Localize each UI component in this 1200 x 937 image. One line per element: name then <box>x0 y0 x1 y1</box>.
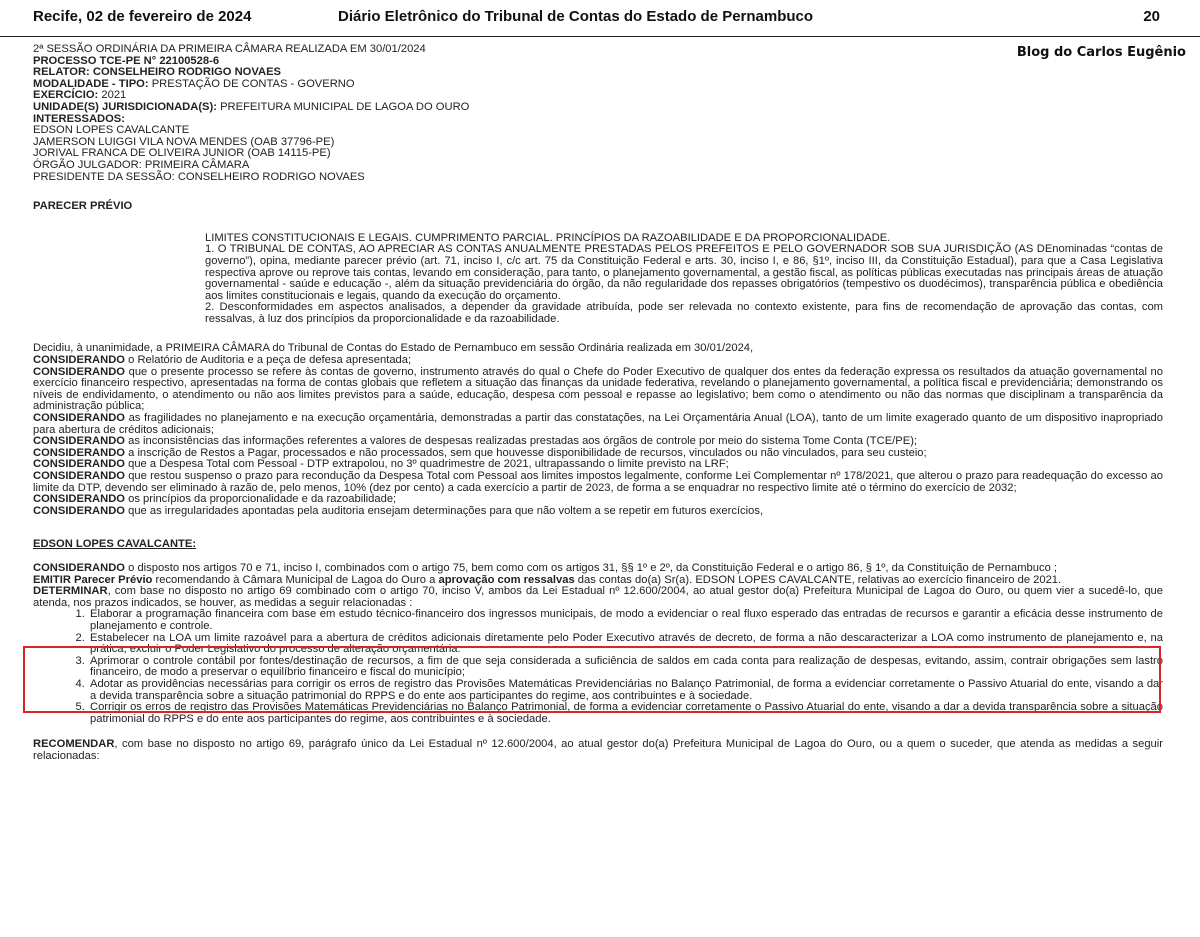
meta-line: INTERESSADOS: <box>33 112 125 125</box>
header-page-number: 20 <box>1143 8 1160 25</box>
interessado-line: PRESIDENTE DA SESSÃO: CONSELHEIRO RODRIGO NOVAES <box>33 170 365 183</box>
considerando-item: CONSIDERANDO que restou suspenso o prazo para recondução da Despesa Total com Pessoal aos limites impostos legalmente, conforme Lei Complementar nº 178/2021, que alterou o prazo para readequação do excesso ao limite da DTP, devendo ser eliminado à razão de, pelo menos, 10% (dez por cento) a cada exercício a partir de 2023, de forma a se enquadrar no respectivo limite até o término do exercício de 2032; <box>33 470 1163 494</box>
considerando-item: CONSIDERANDO que o presente processo se refere às contas de governo, instrumento através do qual o Chefe do Poder Executivo de qualquer dos entes da federação expressa os resultados da atuação governamental no exercício financeiro respectivo, apresentadas na forma de contas globais que refletem a situação das finanças da unidade federativa, revelando o planejamento governamental, a política fiscal e previdenciária; demonstrando os níveis de endividamento, o atendimento ou não aos limites previstos para a saúde, educação, despesa com pessoal e repasse ao legislativo; bem como o atendimento ou não das normas que disciplinam a transparência da administração pública; <box>33 365 1163 413</box>
page-header <box>0 0 1200 37</box>
interessado-line: ÓRGÃO JULGADOR: PRIMEIRA CÂMARA <box>33 158 250 171</box>
edson-heading: EDSON LOPES CAVALCANTE: <box>33 538 197 551</box>
meta-line: UNIDADE(S) JURISDICIONADA(S): PREFEITURA MUNICIPAL DE LAGOA DO OURO <box>33 100 470 113</box>
emitir-parecer: EMITIR Parecer Prévio recomendando à Câmara Municipal de Lagoa do Ouro a aprovação com ressalvas das contas do(a) Sr(a). EDSON LOPES CAVALCANTE, relativas ao exercício financeiro de 2021. <box>33 573 1062 586</box>
watermark: Blog do Carlos Eugênio <box>1016 45 1186 60</box>
header-date: Recife, 02 de fevereiro de 2024 <box>33 8 252 25</box>
recomendar-paragraph: RECOMENDAR, com base no disposto no artigo 69, parágrafo único da Lei Estadual nº 12.600/2004, ao atual gestor do(a) Prefeitura Municipal de Lagoa do Ouro, ou a quem o suceder, que atenda as medidas a seguir relacionadas: <box>33 738 1163 762</box>
ementa-paragraph: LIMITES CONSTITUCIONAIS E LEGAIS. CUMPRIMENTO PARCIAL. PRINCÍPIOS DA RAZOABILIDADE E DA PROPORCIONALIDADE. <box>205 231 891 244</box>
list-item: 5. Corrigir os erros de registro das Provisões Matemáticas Previdenciárias no Balanço Patrimonial, de forma a evidenciar corretamente o Passivo Atuarial do ente, visando a dar a devida transparência sobre a situação patrimonial do RPPS e do ente aos participantes do regime, aos contribuintes e à sociedade. <box>88 702 1163 725</box>
considerando-item: CONSIDERANDO que a Despesa Total com Pessoal - DTP extrapolou, no 3º quadrimestre de 2021, ultrapassando o limite previsto na LRF; <box>33 458 729 471</box>
final-considerando: CONSIDERANDO o disposto nos artigos 70 e 71, inciso I, combinados com o artigo 75, bem como com os artigos 31, §§ 1º e 2º, da Constituição Federal e o artigo 86, § 1º, da Constituição de Pernambuco ; <box>33 561 1058 574</box>
highlight-box <box>23 646 1161 713</box>
meta-line: EXERCÍCIO: 2021 <box>33 89 127 102</box>
interessado-line: EDSON LOPES CAVALCANTE <box>33 124 190 137</box>
meta-line: RELATOR: CONSELHEIRO RODRIGO NOVAES <box>33 66 282 79</box>
considerando-item: CONSIDERANDO a inscrição de Restos a Pagar, processados e não processados, sem que houvesse disponibilidade de recursos, vinculados ou não vinculados, para seu custeio; <box>33 446 927 459</box>
considerando-item: CONSIDERANDO as fragilidades no planejamento e na execução orçamentária, demonstradas a partir das constatações, na Lei Orçamentária Anual (LOA), tanto de um limite exagerado quanto de um dispositivo inapropriado para abertura de créditos adicionais; <box>33 412 1163 436</box>
considerando-item: CONSIDERANDO o Relatório de Auditoria e a peça de defesa apresentada; <box>33 354 412 367</box>
decidiu-line: Decidiu, à unanimidade, a PRIMEIRA CÂMARA do Tribunal de Contas do Estado de Pernambuco em sessão Ordinária realizada em 30/01/2024, <box>33 342 754 355</box>
ementa-paragraph: 2. Desconformidades em aspectos analisados, a depender da gravidade atribuída, pode ser relevada no contexto existente, para fins de recomendação de aprovação das contas, com ressalvas, à luz dos princípios da proporcionalidade e da razoabilidade. <box>205 301 1163 325</box>
determinar-paragraph: DETERMINAR, com base no disposto no artigo 69 combinado com o artigo 70, inciso V, ambos da Lei Estadual nº 12.600/2004, ao atual gestor do(a) Prefeitura Municipal de Lagoa do Ouro, ou quem vier a sucedê-lo, que atenda, nos prazos indicados, se houver, as medidas a seguir relacionadas : <box>33 585 1163 609</box>
meta-line: MODALIDADE - TIPO: PRESTAÇÃO DE CONTAS - GOVERNO <box>33 77 355 90</box>
considerando-item: CONSIDERANDO os princípios da proporcionalidade e da razoabilidade; <box>33 493 397 506</box>
parecer-heading: PARECER PRÉVIO <box>33 200 133 213</box>
considerando-item: CONSIDERANDO as inconsistências das informações referentes a valores de despesas realizadas prestadas aos órgãos de controle por meio do sistema Tome Conta (TCE/PE); <box>33 435 918 448</box>
considerandos <box>33 343 1163 517</box>
ementa-paragraph: 1. O TRIBUNAL DE CONTAS, AO APRECIAR AS CONTAS ANUALMENTE PRESTADAS PELOS PREFEITOS E PELO GOVERNADOR SOB SUA JURISDIÇÃO (AS DEnominadas “contas de governo”), opina, mediante parecer prévio (art. 71, inciso I, c/c art. 75 da Constituição Federal e arts. 30, inciso I, e 86, §1º, inciso III, da Constituição Estadual), para que a Casa Legislativa respectiva aprove ou reprove tais contas, levando em consideração, para tanto, o planejamento governamental, a gestão fiscal, as políticas públicas executadas nas principais áreas de atuação governamental - saúde e educação -, além da situação previdenciária do órgão, da não regularidade dos repasses obrigatórios (tempestivo os duodécimos), transparência pública e obediência aos limites constitucionais e legais, quando da execução do orçamento. <box>205 243 1163 302</box>
list-item: 3. Aprimorar o controle contábil por fontes/destinação de recursos, a fim de que seja considerada a suficiência de saldos em cada conta para realização de despesas, evitando, assim, contrair obrigações sem lastro financeiro, de modo a preservar o equilíbrio financeiro e fiscal do município; <box>88 656 1163 679</box>
considerando-item: CONSIDERANDO que as irregularidades apontadas pela auditoria ensejam determinações para que não voltem a se repetir em futuros exercícios, <box>33 504 764 517</box>
list-item: 1. Elaborar a programação financeira com base em estudo técnico-financeiro dos ingressos municipais, de modo a evidenciar o real fluxo esperado das entradas de recursos e garantir a eficácia desse instrumento de planejamento e controle. <box>88 609 1163 632</box>
interessado-line: JORIVAL FRANCA DE OLIVEIRA JUNIOR (OAB 14115-PE) <box>33 147 331 160</box>
list-item: 4. Adotar as providências necessárias para corrigir os erros de registro das Provisões Matemáticas Previdenciárias no Balanço Patrimonial, de forma a evidenciar corretamente o Passivo Atuarial do ente, visando a dar a devida transparência sobre a situação patrimonial do RPPS e do ente aos participantes do regime, aos contribuintes e à sociedade. <box>88 679 1163 702</box>
session-line: 2ª SESSÃO ORDINÁRIA DA PRIMEIRA CÂMARA REALIZADA EM 30/01/2024 <box>33 43 426 55</box>
interessado-line: JAMERSON LUIGGI VILA NOVA MENDES (OAB 37796-PE) <box>33 135 335 148</box>
list-item: 2. Estabelecer na LOA um limite razoável para a abertura de créditos adicionais diretamente pelo Poder Executivo através de decreto, de forma a não descaracterizar a LOA como instrumento de planejamento e, na prática, excluir o Poder Legislativo do processo de alteração orçamentária. <box>88 633 1163 656</box>
ementa <box>205 233 1163 326</box>
process-metadata <box>33 44 1163 183</box>
header-title: Diário Eletrônico do Tribunal de Contas do Estado de Pernambuco <box>338 8 814 25</box>
meta-line: PROCESSO TCE-PE N° 22100528-6 <box>33 54 220 67</box>
